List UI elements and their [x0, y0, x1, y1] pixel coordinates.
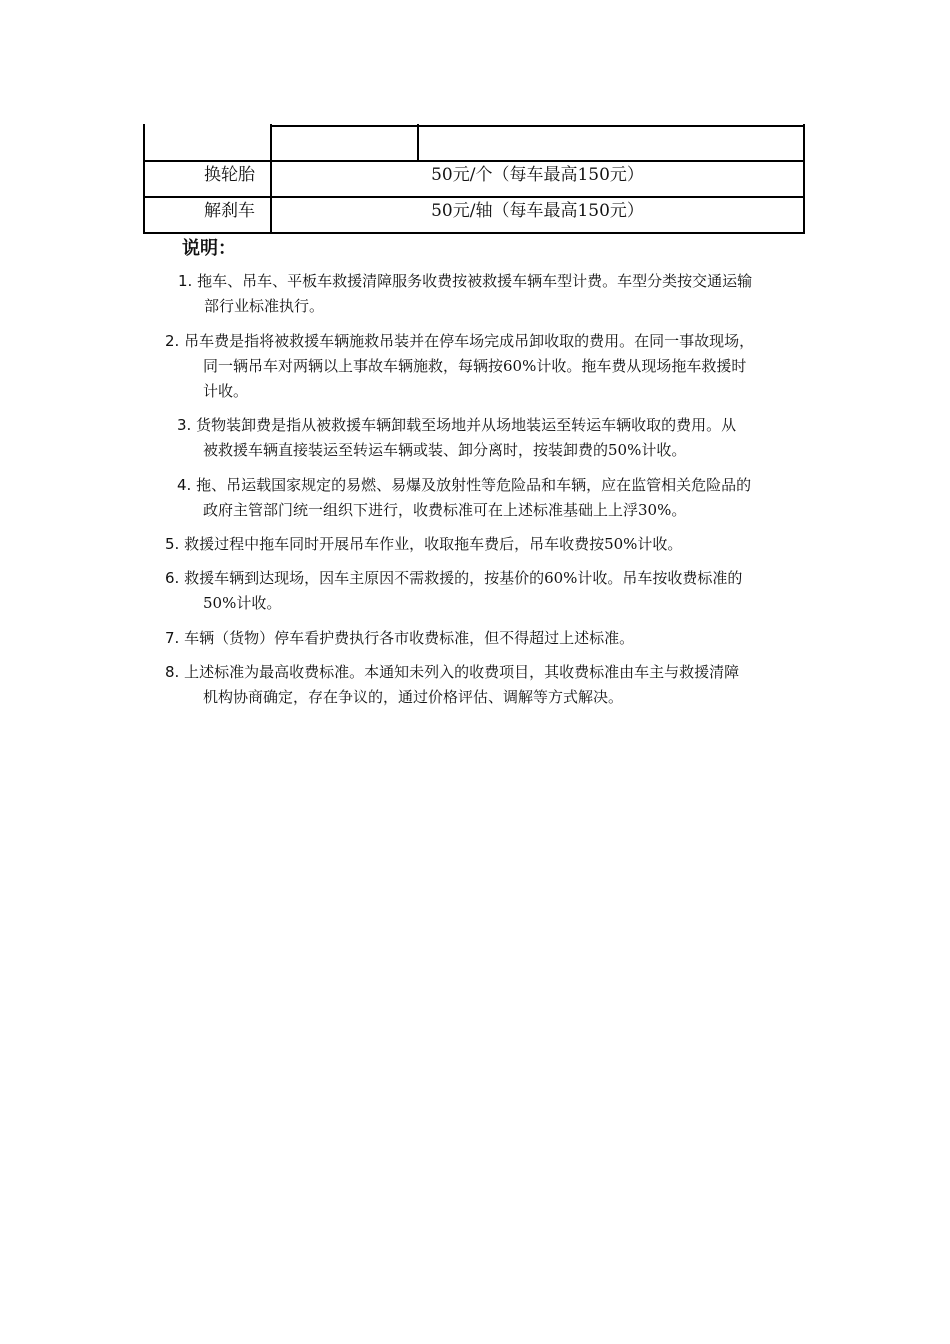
- note-number: 8.: [165, 663, 180, 681]
- notes-heading: 说明：: [182, 238, 236, 259]
- note-text: 吊车费是指将被救援车辆施救吊装并在停车场完成吊卸收取的费用。在同一事故现场，: [184, 332, 755, 350]
- note-item: [165, 329, 825, 404]
- note-item: [177, 413, 817, 463]
- note-text: 救援过程中拖车同时开展吊车作业，收取拖车费后，吊车收费按50%计收。: [184, 535, 683, 553]
- table-row-value: 50元/个（每车最高150元）: [431, 165, 644, 185]
- note-number: 5.: [165, 535, 180, 553]
- note-item: [178, 269, 818, 319]
- note-item: [165, 660, 805, 710]
- note-item: [165, 626, 805, 651]
- note-text: 拖车、吊车、平板车救援清障服务收费按被救援车辆车型计费。车型分类按交通运输: [197, 272, 753, 290]
- table-border-right: [803, 124, 805, 234]
- note-item: [165, 566, 805, 616]
- note-item: [165, 532, 805, 557]
- table-rule: [270, 125, 805, 127]
- note-number: 2.: [165, 332, 180, 350]
- note-text: 救援车辆到达现场，因车主原因不需救援的，按基价的60%计收。吊车按收费标准的: [184, 569, 743, 587]
- note-number: 4.: [177, 476, 192, 494]
- note-text-cont: 部行业标准执行。: [204, 297, 325, 315]
- table-row-label: 换轮胎: [204, 165, 255, 185]
- note-number: 6.: [165, 569, 180, 587]
- note-text: 车辆（货物）停车看护费执行各市收费标准，但不得超过上述标准。: [184, 629, 635, 647]
- note-number: 7.: [165, 629, 180, 647]
- note-text-cont: 被救援车辆直接装运至转运车辆或装、卸分离时，按装卸费的50%计收。: [203, 441, 687, 459]
- note-item: [177, 473, 817, 523]
- table-row-label: 解刹车: [204, 201, 255, 221]
- table-divider: [417, 124, 419, 161]
- table-row-value: 50元/轴（每车最高150元）: [431, 201, 644, 221]
- note-text-cont: 机构协商确定，存在争议的，通过价格评估、调解等方式解决。: [203, 688, 624, 706]
- note-text: 拖、吊运载国家规定的易燃、易爆及放射性等危险品和车辆，应在监管相关危险品的: [196, 476, 752, 494]
- note-text: 上述标准为最高收费标准。本通知未列入的收费项目，其收费标准由车主与救援清障: [184, 663, 740, 681]
- note-text-cont: 政府主管部门统一组织下进行，收费标准可在上述标准基础上上浮30%。: [203, 501, 687, 519]
- note-number: 3.: [177, 416, 192, 434]
- fee-table: [143, 124, 805, 234]
- note-number: 1.: [178, 272, 193, 290]
- table-rule: [143, 232, 805, 234]
- note-text-cont: 50%计收。: [203, 594, 282, 612]
- note-text-cont: 计收。: [203, 382, 249, 400]
- note-text-cont: 同一辆吊车对两辆以上事故车辆施救，每辆按60%计收。拖车费从现场拖车救援时: [203, 357, 747, 375]
- note-text: 货物装卸费是指从被救援车辆卸载至场地并从场地装运至转运车辆收取的费用。从: [196, 416, 737, 434]
